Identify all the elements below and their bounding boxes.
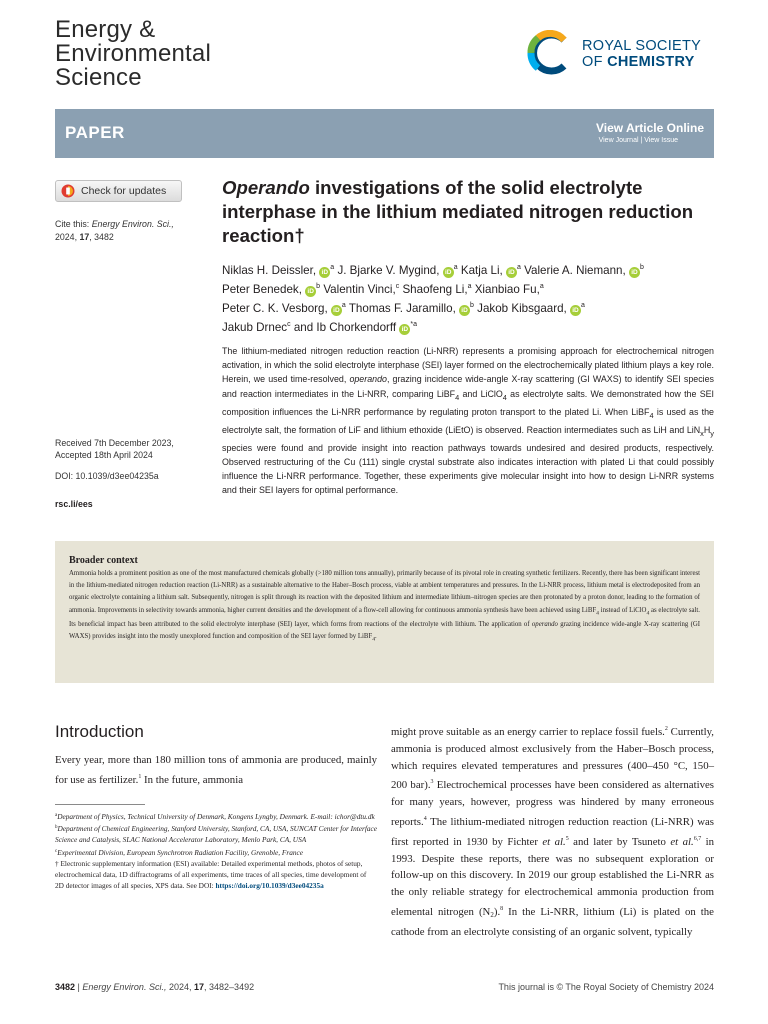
body-text: The lithium-mediated nitrogen reduction reaction (Li-NRR) was first reported in 1930 by Fichter bbox=[391, 815, 714, 848]
broader-context-text bbox=[69, 568, 700, 646]
affiliation-mark: a bbox=[539, 283, 544, 290]
check-for-updates-label: Check for updates bbox=[81, 185, 167, 197]
cite-year: 2024, bbox=[55, 232, 78, 242]
footnote-affiliation-a bbox=[55, 810, 377, 822]
reference-mark[interactable]: 1 bbox=[138, 773, 142, 780]
affiliation-mark: b bbox=[639, 264, 644, 271]
orcid-icon[interactable]: iD bbox=[459, 305, 470, 316]
journal-title-line: Environmental bbox=[55, 40, 212, 67]
broader-text: grazing incidence wide-angle X-ray scattering (GI WAXS) provides insight into the mostly unexplored function and composition of the SEI layer formed by LiBF bbox=[69, 621, 700, 641]
author-name[interactable]: Peter Benedek, bbox=[222, 283, 302, 296]
author-line bbox=[222, 279, 714, 298]
author-name[interactable]: Ib Chorkendorff bbox=[316, 321, 397, 334]
affiliation-mark: *a bbox=[410, 321, 417, 328]
reference-mark[interactable]: 8 bbox=[500, 905, 504, 912]
abstract-text: and LiClO bbox=[459, 388, 503, 399]
body-text: ). bbox=[493, 905, 501, 918]
affiliation-mark: a bbox=[516, 264, 521, 271]
orcid-icon[interactable]: iD bbox=[506, 267, 517, 278]
reference-mark[interactable]: 2 bbox=[664, 726, 668, 732]
broader-text: as electrolyte salt. Its beneficial impact has been attributed to the solid electrolyte interphase (SEI) layer, which forms from reactions of the electrolyte with lithium. The application of bbox=[69, 606, 700, 629]
check-for-updates-button[interactable] bbox=[55, 180, 182, 202]
footnote-affiliation-b bbox=[55, 822, 377, 845]
author-name[interactable]: Jakub Drnec bbox=[222, 321, 288, 334]
author-conjunction: and bbox=[293, 321, 314, 334]
journal-title-line: Science bbox=[55, 64, 142, 91]
footnotes bbox=[55, 810, 377, 891]
affiliation-mark: b bbox=[470, 302, 474, 309]
journal-title-line: Energy & bbox=[55, 16, 156, 43]
subscript: 4 bbox=[649, 410, 654, 420]
affiliation-mark: a bbox=[453, 264, 458, 271]
view-issue-link[interactable]: View Issue bbox=[644, 137, 678, 144]
citation-info bbox=[55, 218, 205, 244]
body-text: Currently, ammonia is produced almost exclusively from the Haber–Bosch process, which requires elevated temperatures and pressures (400–450 °C, 150–200 bar). bbox=[391, 726, 715, 792]
cite-prefix: Cite this: bbox=[55, 219, 90, 229]
subscript: x bbox=[700, 428, 704, 438]
author-name[interactable]: Xianbiao Fu, bbox=[474, 283, 540, 296]
footnote-text: Department of Physics, Technical University of Denmark, Kongens Lyngby, Denmark. E-mail: ichor@dtu.dk bbox=[57, 812, 375, 821]
publisher-name-line1: ROYAL SOCIETY bbox=[582, 38, 702, 54]
received-date: Received 7th December 2023, bbox=[55, 438, 174, 448]
abstract-text: as electrolyte salts. We demonstrated how the SEI composition influences the Li-NRR performance by regulating proton transport to the plated Li. When LiBF bbox=[222, 388, 715, 417]
broader-context-box bbox=[55, 541, 714, 683]
footer-citation bbox=[55, 982, 254, 992]
introduction-heading: Introduction bbox=[55, 722, 144, 741]
author-line bbox=[222, 317, 714, 336]
author-name[interactable]: Peter C. K. Vesborg, bbox=[222, 302, 328, 315]
broader-text: . bbox=[375, 633, 377, 641]
cite-journal: Energy Environ. Sci., bbox=[91, 219, 174, 229]
body-text: might prove suitable as an energy carrier to replace fossil fuels. bbox=[391, 726, 665, 738]
footnote-affiliation-c bbox=[55, 846, 377, 858]
abstract-text: species were found and provide insight into reaction pathways towards undesired and desired products, respectively. Observed restructuring of the Cu (111) single crystal substrate also indicates interaction with plated Li that could possibly influence the Li-NRR performance. Together, these experiments give molecular insight into how to design Li-NRR systems and their SEI layers for optimal performance. bbox=[222, 442, 714, 496]
abstract-paragraph bbox=[222, 344, 714, 497]
accepted-date: Accepted 18th April 2024 bbox=[55, 450, 153, 460]
footer-pages: , 3482–3492 bbox=[204, 982, 255, 992]
body-text: in 1993. Despite these reports, there was no subsequent exploration or follow-up on this discovery. In 2019 our group established the Li-NRR as the only reliable strategy for electrochemical ammonia production from elemental nitrogen (N bbox=[391, 835, 715, 918]
affiliation-mark: a bbox=[330, 264, 335, 271]
author-name[interactable]: Niklas H. Deissler, bbox=[222, 264, 317, 277]
broader-context-heading: Broader context bbox=[69, 555, 138, 566]
rsc-ring-icon bbox=[526, 30, 572, 76]
subscript: 4 bbox=[455, 392, 460, 402]
subscript: 4 bbox=[596, 609, 599, 616]
abstract-italic: operando bbox=[349, 374, 387, 385]
abstract-text: The lithium-mediated nitrogen reduction reaction (Li-NRR) represents a promising approach for electrochemical nitrogen activation, in which the solid electrolyte interphase (SEI) layer formed on the electrochemically plated lithium plays a key role. Herein, we used time-resolved, bbox=[222, 346, 714, 385]
body-text: In the Li-NRR, lithium (Li) is plated on the cathode from an electrolyte consisting of an organic solvent, typically bbox=[391, 905, 714, 938]
esi-doi-link[interactable]: https://doi.org/10.1039/d3ee04235a bbox=[215, 881, 324, 891]
body-text: In the future, ammonia bbox=[141, 773, 243, 786]
abstract-text: , grazing incidence wide-angle X-ray scattering (GI WAXS) to identify SEI species and reaction intermediates in the Li-NRR, comparing LiBF bbox=[222, 374, 714, 399]
crossmark-icon bbox=[61, 184, 75, 198]
affiliation-mark: c bbox=[395, 283, 400, 290]
footer-volume: 17 bbox=[194, 982, 205, 992]
affiliation-mark: a bbox=[341, 302, 346, 309]
body-italic: et al. bbox=[670, 835, 694, 848]
reference-mark[interactable]: 5 bbox=[565, 835, 569, 842]
publisher-name bbox=[582, 38, 701, 70]
author-name[interactable]: Valerie A. Niemann, bbox=[524, 264, 626, 277]
orcid-icon[interactable]: iD bbox=[570, 305, 581, 316]
banner-links bbox=[599, 137, 678, 144]
article-title bbox=[222, 176, 714, 248]
footnote-mark: c bbox=[55, 848, 58, 854]
subscript: y bbox=[710, 428, 714, 438]
doi[interactable]: DOI: 10.1039/d3ee04235a bbox=[55, 471, 159, 481]
abstract-text: is used as the electrolyte salt, the formation of LiF and lithium ethoxide (LiEtO) is observed. Reaction intermediates such as LiH and LiN bbox=[222, 406, 714, 435]
article-history bbox=[55, 437, 215, 461]
abstract-text: H bbox=[703, 424, 711, 435]
footnote-mark: b bbox=[55, 825, 58, 831]
introduction-left-text bbox=[55, 752, 377, 789]
orcid-icon[interactable]: iD bbox=[443, 267, 454, 278]
footnote-text: † Electronic supplementary information (ESI) available: Detailed experimental methods, photos of setup, electrochemical data, 1D diffractograms of all experiments, time traces of all species, time development of 2D detector images of all species, XPS data. See DOI: bbox=[55, 858, 367, 891]
author-name[interactable]: Jakob Kibsgaard, bbox=[477, 302, 567, 315]
author-line bbox=[222, 260, 714, 279]
affiliation-mark: c bbox=[287, 321, 291, 328]
footer-year: 2024, bbox=[168, 982, 192, 992]
author-name[interactable]: Katja Li, bbox=[460, 264, 503, 277]
broader-text: Ammonia holds a prominent position as one of the most manufactured chemicals globally (>180 million tons annually), primarily because of its pivotal role in creating synthetic fertilizers. Recently, there has been significant interest in the lithium-mediated nitrogen reduction reaction (Li-NRR) as a sustainable alternative to the Haber–Bosch process, viable at ambient temperatures and pressures. In the Li-NRR process, lithium metal is electrodeposited from an organic electrolyte containing a lithium salt. Subsequently, nitrogen is split through its reaction with the deposited lithium and intermediate lithium–nitrogen species are then protonated by a proton donor, leading to the formation of ammonia. Improvements in selectivity towards ammonia, higher current densities and the development of a flow-cell allowing for continuous ammonia synthesis have been achieved using LiBF bbox=[69, 570, 700, 614]
footnote-text: Experimental Division, European Synchrotron Radiation Facility, Grenoble, France bbox=[57, 847, 303, 857]
article-type-label: PAPER bbox=[65, 123, 125, 142]
article-title-italic: Operando bbox=[222, 177, 310, 198]
cite-volume: 17 bbox=[79, 232, 90, 242]
publisher-name-of: OF bbox=[582, 54, 603, 70]
cite-pages: , 3482 bbox=[89, 232, 114, 242]
view-article-online-link[interactable]: View Article Online bbox=[595, 121, 704, 135]
publisher-name-line2 bbox=[582, 54, 701, 70]
page-number: 3482 bbox=[55, 982, 76, 992]
subscript: 4 bbox=[502, 392, 507, 402]
footnote-mark: a bbox=[55, 813, 58, 818]
footer-copyright: This journal is © The Royal Society of Chemistry 2024 bbox=[498, 982, 714, 992]
orcid-icon[interactable]: iD bbox=[305, 286, 316, 297]
author-list bbox=[222, 260, 714, 336]
publisher-name-chemistry: CHEMISTRY bbox=[607, 54, 695, 70]
broader-italic: operando bbox=[531, 621, 558, 629]
banner-separator: | bbox=[640, 137, 643, 144]
subscript: 4 bbox=[646, 609, 650, 616]
affiliation-mark: b bbox=[316, 283, 321, 290]
introduction-right-text bbox=[391, 721, 714, 941]
orcid-icon[interactable]: iD bbox=[331, 305, 342, 316]
subscript: 2 bbox=[490, 910, 494, 919]
footer-journal: Energy Environ. Sci., bbox=[82, 982, 167, 992]
orcid-icon[interactable]: iD bbox=[629, 267, 640, 278]
body-text: and later by Tsuneto bbox=[568, 835, 666, 848]
broader-text: instead of LiClO bbox=[598, 606, 647, 614]
article-title-rest: investigations of the solid electrolyte interphase in the lithium mediated nitrogen reduction reaction† bbox=[222, 177, 694, 246]
reference-mark[interactable]: 6,7 bbox=[693, 835, 702, 842]
body-text: Electrochemical processes have been considered as alternatives for many years, however, progress was hindered by many erroneous reports. bbox=[391, 779, 714, 828]
author-line bbox=[222, 298, 714, 317]
footnote-text: Department of Chemical Engineering, Stanford University, Stanford, CA, USA, SUNCAT Center for Interface Science and Catalysis, SLAC National Accelerator Laboratory, Menlo Park, CA, USA bbox=[55, 824, 377, 845]
author-name[interactable]: Valentin Vinci, bbox=[323, 283, 396, 296]
body-italic: et al. bbox=[542, 835, 566, 848]
body-text: Every year, more than 180 million tons of ammonia are produced, mainly for use as fertilizer. bbox=[55, 754, 377, 786]
publisher-logo bbox=[526, 30, 716, 76]
reference-mark[interactable]: 4 bbox=[423, 815, 427, 822]
author-name[interactable]: Thomas F. Jaramillo, bbox=[348, 302, 456, 315]
abstract bbox=[222, 344, 714, 497]
author-name[interactable]: Shaofeng Li, bbox=[402, 283, 468, 296]
view-journal-link[interactable]: View Journal bbox=[598, 137, 639, 144]
affiliation-mark: a bbox=[467, 283, 472, 290]
subscript: 4 bbox=[372, 636, 376, 643]
footer-separator: | bbox=[77, 982, 80, 992]
author-name[interactable]: J. Bjarke V. Mygind, bbox=[337, 264, 440, 277]
footnote-esi bbox=[55, 858, 377, 892]
journal-title bbox=[55, 18, 211, 90]
footnote-divider bbox=[55, 804, 145, 805]
orcid-icon[interactable]: iD bbox=[319, 267, 330, 278]
reference-mark[interactable]: 3 bbox=[430, 779, 434, 786]
affiliation-mark: a bbox=[581, 302, 585, 309]
journal-site-link[interactable]: rsc.li/ees bbox=[55, 499, 93, 509]
article-type-banner bbox=[55, 109, 714, 158]
orcid-icon[interactable]: iD bbox=[399, 324, 410, 335]
